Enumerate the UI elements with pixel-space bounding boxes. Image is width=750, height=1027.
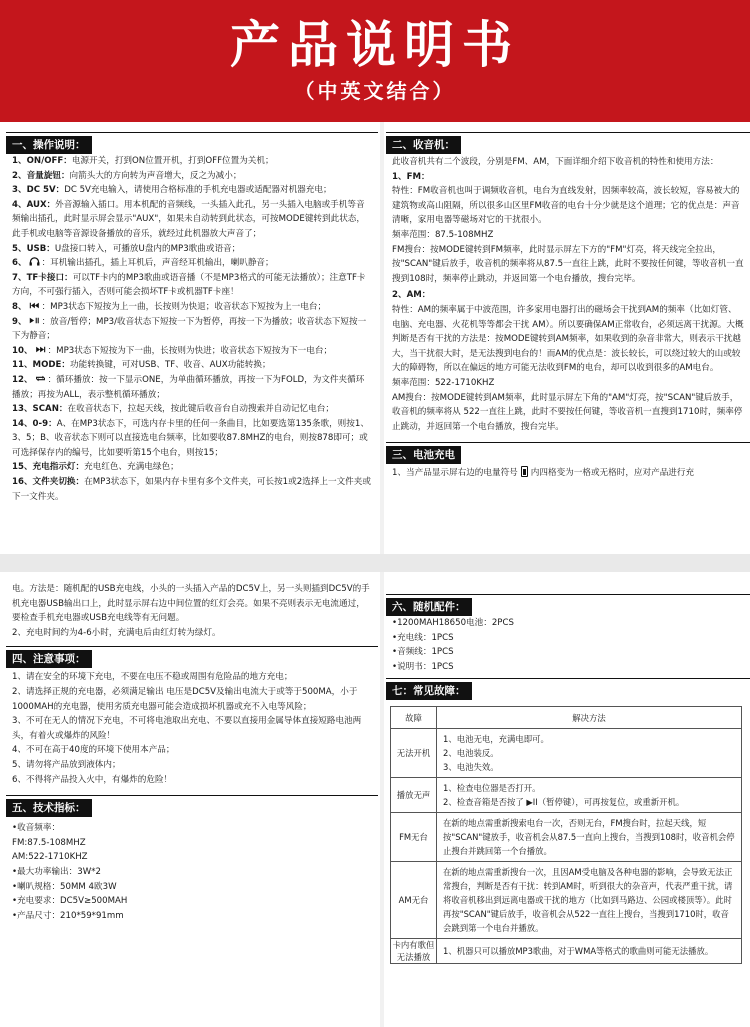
repeat-icon [35, 374, 46, 383]
accessories-section-bar [386, 594, 750, 614]
ops-item-16: 16、文件夹切换：在MP3状态下，如果内存卡里有多个文件夹，可长按1或2选择上一文件夹或下一文件夹。 [12, 477, 371, 502]
specs-header: 五、技术指标： [6, 799, 92, 817]
faq-fault: 无法开机 [391, 729, 437, 778]
radio-header: 二、收音机： [386, 136, 461, 154]
headphone-icon [29, 257, 40, 266]
accessories-text: •1200MAH18650电池：2PCS •充电线：1PCS •音频线：1PCS •说明书：1PCS [392, 618, 514, 672]
ops-item-13: 13、SCAN：在收音状态下，拉起天线，按此键后收音台自动搜索并自动记忆电台； [12, 404, 334, 415]
battery-icon [521, 466, 528, 477]
operations-list [6, 152, 378, 504]
operations-header: 一、操作说明： [6, 136, 92, 154]
ops-item-12: 12、 ：循环播放：按一下显示ONE，为单曲循环播放，再按一下为FOLD，为文件夹循环播放；再按为ALL，表示整机循环播放； [12, 374, 365, 400]
ops-item-6: 6、 ：耳机输出插孔，插上耳机后，声音经耳机输出，喇叭静音； [12, 258, 274, 269]
faq-header: 七：常见故障： [386, 682, 472, 700]
notes-header: 四、注意事项： [6, 650, 92, 668]
faq-table [390, 706, 742, 964]
faq-fault: FM无台 [391, 813, 437, 862]
ops-item-2: 2、音量旋钮：向箭头大的方向转为声音增大，反之为减小； [12, 170, 242, 181]
table-row [391, 939, 742, 964]
next-icon [35, 345, 46, 354]
table-row [391, 778, 742, 813]
faq-solution: 1、检查电位器是否打开。 2、检查音箱是否按了 ▶II（暂停键），可再按复位，或重新开机。 [437, 778, 742, 813]
page-subtitle: （中英文结合） [294, 79, 456, 103]
faq-panel [386, 572, 750, 1027]
previous-icon [29, 301, 40, 310]
column-divider [380, 122, 384, 1027]
am-label: 2、AM： [392, 290, 431, 301]
faq-col-solution: 解决方法 [437, 707, 742, 729]
ops-item-7: 7、TF卡接口：可以TF卡内的MP3歌曲或语音播（不是MP3格式的可能无法播放）；注意TF卡方向，不可强行插入，否则可能会损坏TF卡或机器TF卡座！ [12, 272, 366, 298]
fm-text: 特性：FM收音机也叫于调频收音机，电台为直线发射，因频率较高，波长较短，容易被大的建筑物或高山阻隔，所以很多山区里FM收音的电台十分少就是这个道理；它的优点是：声音清晰，家用电器等磁场对它的干扰很小。 频率范围：87.5-108MHZ FM搜台：按MODE键转到FM频率，此时显示屏左下方的"FM"灯亮，将天线完全拉出，按"SCAN"键后放手，收音机的频率将从87.5一直往上跳，此时不要按任何键，等收音机一直搜到108时，频率停止跳动，并返回第一个电台播放，搜台完毕。 [392, 186, 744, 284]
notes-section-bar [6, 646, 378, 666]
notes-text: 1、请在安全的环境下充电，不要在电压不稳或周围有危险品的地方充电； 2、请选择正规的充电器，必须满足输出 电压是DC5V及输出电流大于或等于500MA，小于1000MAH的充电器，使用劣质充电器可能会造成损坏机器或充不入电等风险； 3、不可在无人的情况下充电，不可将电池取出充电、不要以直接用金属导体直接短路电池两头，有着火或爆炸的风险！ 4、不可在高于40度的环境下使用本产品； 5、请勿将产品放到液体内； 6、不得将产品投入火中，有爆炸的危险！ [12, 672, 362, 785]
operations-panel [6, 122, 378, 554]
ops-item-1: 1、ON/OFF：电源开关，打到ON位置开机，打到OFF位置为关机； [12, 156, 274, 166]
play-pause-icon [29, 316, 40, 325]
accessories-header: 六、随机配件： [386, 598, 472, 616]
table-row [391, 729, 742, 778]
radio-panel [386, 122, 750, 554]
battery-line1: 1、当产品显示屏右边的电量符号 内四格变为一格或无格时，应对产品进行充 [392, 468, 695, 479]
am-text: 特性：AM的频率属于中波范围，许多家用电器打出的磁场会干扰到AM的频率（比如灯管、电脑、充电器、火花机等等都会干扰 AM）。所以要确保AM正常收台，必须远离干扰源。大概判断是否有干扰的方法是：按MODE键转到AM频率，如果收到的杂音非常大，则表示干扰越大，当干扰很大时，是无法搜到电台的！而AM的优点是：波长较长，可以绕过较大的山或较大的障碍物，所以在偏远的地方可能无法收到FM的电台，却可以收到很多的AM电台。 频率范围：522-1710KHZ AM搜台：按MODE键转到AM频率，此时显示屏左下角的"AM"灯亮，按"SCAN"键后放手，收音机的频率将从 522一直往上跳，此时不要按任何键，等收音机一直搜到1710时，频率停止跳动，并返回第一个电台播放，搜台完毕。 [392, 304, 744, 432]
page-gap [0, 554, 750, 572]
faq-fault: AM无台 [391, 862, 437, 939]
ops-item-10: 10、 ：MP3状态下短按为下一曲，长按则为快进；收音状态下短按为下一电台； [12, 345, 333, 356]
table-row [391, 813, 742, 862]
ops-item-14: 14、0-9：A、在MP3状态下，可选内存卡里的任何一条曲目，比如要选第135条歌，则按1、3、5；B、收音状态下则可以直接选电台频率，比如要收87.8MHZ的电台，则按878即可；或可选择保存内的编号，比如要听第15个电台，则按15； [12, 418, 369, 458]
ops-item-3: 3、DC 5V：DC 5V充电输入，请使用合格标准的手机充电器或适配器对机器充电； [12, 185, 332, 196]
ops-item-4: 4、AUX：外音源输入插口。用本机配的音频线，一头插入此孔，另一头插入电脑或手机等音频输出插孔，此时显示屏会显示"AUX"，如果未自动转到此状态，可按MODE键转到此状态，此手机或电脑等音源设备播放的音乐，就经过此机器放大声音了； [12, 199, 365, 239]
faq-section-bar [386, 678, 750, 698]
ops-item-11: 11、MODE：功能转换键，可对USB、TF、收音、AUX功能转换； [12, 360, 271, 371]
table-row [391, 862, 742, 939]
battery-continued: 电。方法是：随机配的USB充电线，小头的一头插入产品的DC5V上，另一头则插到DC5V的手机充电器USB输出口上，此时显示屏右边中间位置的红灯会亮。如果不亮则表示无电流通过，要检查手机充电器或USB充电线等有无问题。 2、充电时间约为4-6小时，充满电后由红灯转为绿灯。 [12, 584, 370, 638]
battery-header: 三、电池充电 [386, 446, 461, 464]
ops-item-8: 8、 ：MP3状态下短按为上一曲，长按则为快退；收音状态下短按为上一电台； [12, 301, 327, 312]
radio-intro: 此收音机共有二个波段，分别是FM、AM，下面详细介绍下收音机的特性和使用方法： [392, 157, 719, 167]
specs-text: •收音频率： FM:87.5-108MHZ AM:522-1710KHZ •最大功率输出：3W*2 •喇叭规格：50MM 4欧3W •充电要求：DC5V≥500MAH •产品尺寸：210*59*91mm [12, 823, 128, 921]
faq-solution: 在新的地点需重新搜索电台一次，否则无台，FM搜台时，拉起天线，短按"SCAN"键放手，收音机会从87.5一直向上搜台，当搜到108时，收音机会停止搜台并跳回第一个台播放。 [437, 813, 742, 862]
faq-solution: 1、机器只可以播放MP3歌曲，对于WMA等格式的歌曲则可能无法播放。 [437, 939, 742, 964]
faq-col-fault: 故障 [391, 707, 437, 729]
header-banner [0, 0, 750, 122]
ops-item-9: 9、 ：放音/暂停；MP3/收音状态下短按一下为暂停，再按一下为播放；收音状态下短按一下为静音； [12, 316, 367, 342]
page-title: 产品说明书 [230, 15, 520, 74]
faq-header-row [391, 707, 742, 729]
ops-item-5: 5、USB：U盘接口转入，可播放U盘内的MP3歌曲或语音； [12, 243, 241, 254]
specs-section-bar [6, 795, 378, 815]
faq-fault: 卡内有歌但无法播放 [391, 939, 437, 964]
faq-solution: 在新的地点需重新搜台一次，且因AM受电脑及各种电器的影响，会导致无法正常搜台，判断是否有干扰：转到AM时，听到很大的杂音声，代表严重干扰，请将收音机移出到远离电器或干扰的地方（比如到马路边、公园或楼顶等）。此时再按"SCAN"键后放手，收音机会从522一直往上搜台，当搜到1710时，收音会跳到第一个电台并播放。 [437, 862, 742, 939]
operations-section-bar [6, 132, 378, 152]
fm-label: 1、FM： [392, 171, 430, 182]
radio-section-bar [386, 132, 750, 152]
battery-section-bar [386, 442, 750, 462]
ops-item-15: 15、充电指示灯：充电红色、充满电绿色； [12, 462, 179, 473]
notes-panel [6, 572, 378, 1027]
faq-solution: 1、电池无电，充满电即可。 2、电池装反。 3、电池失效。 [437, 729, 742, 778]
faq-fault: 播放无声 [391, 778, 437, 813]
